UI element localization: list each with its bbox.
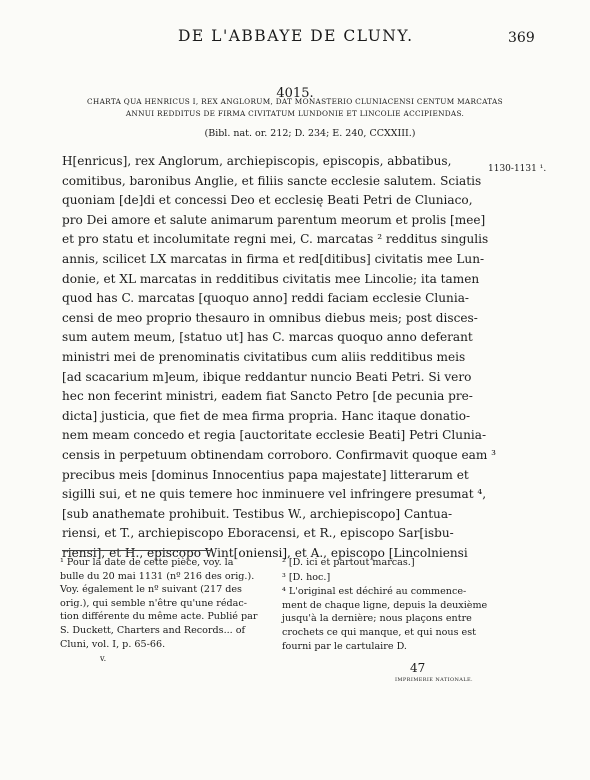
text-line: donie, et XL marcatas in redditibus civitatis mee Lincolie; ita tamen [62, 271, 480, 286]
text-line: [sub anathemate prohibuit. Testibus W., archiepiscopo] Cantua- [62, 506, 453, 521]
text-line: comitibus, baronibus Anglie, et filiis sancte ecclesie salutem. Sciatis [62, 173, 482, 188]
footnote-line: ⁴ L'original est déchiré au commence- [282, 586, 467, 598]
text-line: censis in perpetuum obtinendam corroboro. Confirmavit quoque eam ³ [62, 447, 497, 462]
charter-text [62, 152, 497, 563]
footnotes-right-column [282, 556, 488, 654]
text-line: pro Dei amore et salute animarum parentum meorum et prolis [mee] [62, 212, 486, 227]
text-line: censi de meo proprio thesauro in omnibus diebus meis; post disces- [62, 310, 478, 325]
footnote-line: ment de chaque ligne, depuis la deuxième [282, 599, 488, 611]
text-line: quoniam [de]di et concessi Deo et ecclesię Beati Petri de Cluniaco, [62, 193, 473, 208]
footnote-line: bulle du 20 mai 1131 (nº 216 des orig.). [60, 570, 255, 582]
text-line: quod has C. marcatas [quoquo anno] reddi faciam ecclesie Clunia- [62, 291, 469, 306]
charter-rubric [60, 96, 530, 120]
rubric-line: ANNUI REDDITUS DE FIRMA CIVITATUM LUNDONIE ET LINCOLIE ACCIPIENDAS. [125, 109, 465, 118]
text-line: riensi, et T., archiepiscopo Eboracensi, et R., episcopo Sar[isbu- [62, 526, 454, 541]
page-number: 369 [508, 30, 535, 46]
footnote-line: tion différente du même acte. Publié par [60, 611, 258, 623]
footnote-line: ³ [D. hoc.] [282, 571, 331, 583]
text-line: H[enricus], rex Anglorum, archiepiscopis, episcopis, abbatibus, [62, 154, 452, 168]
footnote-line: jusqu'à la dernière; nous plaçons entre [282, 613, 472, 625]
source-reference: (Bibl. nat. or. 212; D. 234; E. 240, CCXXIII.) [204, 128, 416, 139]
footnote-item [282, 556, 478, 570]
text-line: et pro statu et incolumitate regni mei, C. marcatas ² redditus singulis [62, 232, 489, 247]
text-line: precibus meis [dominus Innocentius papa majestate] litterarum et [62, 467, 469, 482]
footnote-line: Voy. également le nº suivant (217 des [60, 584, 242, 596]
text-line: dicta] justicia, que fiet de mea firma propria. Hanc itaque donatio- [62, 408, 471, 423]
text-line: annis, scilicet LX marcatas in firma et red[ditibus] civitatis mee Lun- [62, 251, 485, 266]
text-line: hec non fecerint ministri, eadem fiat Sancto Petro [de pecunia pre- [62, 389, 473, 404]
text-line: sigilli sui, et ne quis temere hoc inminuere vel infringere presumat ⁴, [62, 487, 487, 502]
footnote-line: orig.), qui semble n'être qu'une rédac- [60, 597, 247, 609]
footnote-line: S. Duckett, Charters and Records... of [60, 624, 246, 636]
footnote-divider [62, 550, 212, 551]
footnote-line: Cluni, vol. I, p. 65-66. [60, 638, 166, 650]
text-line: riensi], et H., episcopo Wint[oniensi], et A., episcopo [Lincolniensi [62, 545, 468, 560]
signature-number: 47 [410, 661, 426, 675]
margin-date: 1130-1131 ¹. [488, 164, 547, 174]
text-line: nem meam concedo et regia [auctoritate ecclesie Beati] Petri Clunia- [62, 428, 487, 443]
running-title: DE L'ABBAYE DE CLUNY. [178, 27, 414, 45]
sheet-mark: v. [100, 654, 107, 663]
text-line: [ad scacarium m]eum, ibique reddantur nuncio Beati Petri. Si vero [62, 369, 472, 384]
footnotes-left-column [60, 556, 256, 651]
footnote-line: ¹ Pour la date de cette pièce, voy. la [60, 557, 234, 568]
rubric-line: CHARTA QUA HENRICUS I, REX ANGLORUM, DAT MONASTERIO CLUNIACENSI CENTUM MARCATAS [87, 97, 503, 106]
footnote-item [282, 571, 478, 585]
text-line: sum autem meum, [statuo ut] has C. marcas quoquo anno deferant [62, 330, 473, 345]
printer-mark: IMPRIMERIE NATIONALE. [395, 677, 474, 683]
text-line: ministri mei de prenominatis civitatibus cum aliis redditibus meis [62, 349, 466, 364]
footnote-line: fourni par le cartulaire D. [282, 640, 407, 652]
footnote-line: crochets ce qui manque, et qui nous est [282, 626, 477, 638]
charter-number: 4015. [276, 86, 314, 101]
footnote-item [282, 585, 488, 653]
footnote-line: ² [D. ici et partout marcas.] [282, 557, 415, 568]
